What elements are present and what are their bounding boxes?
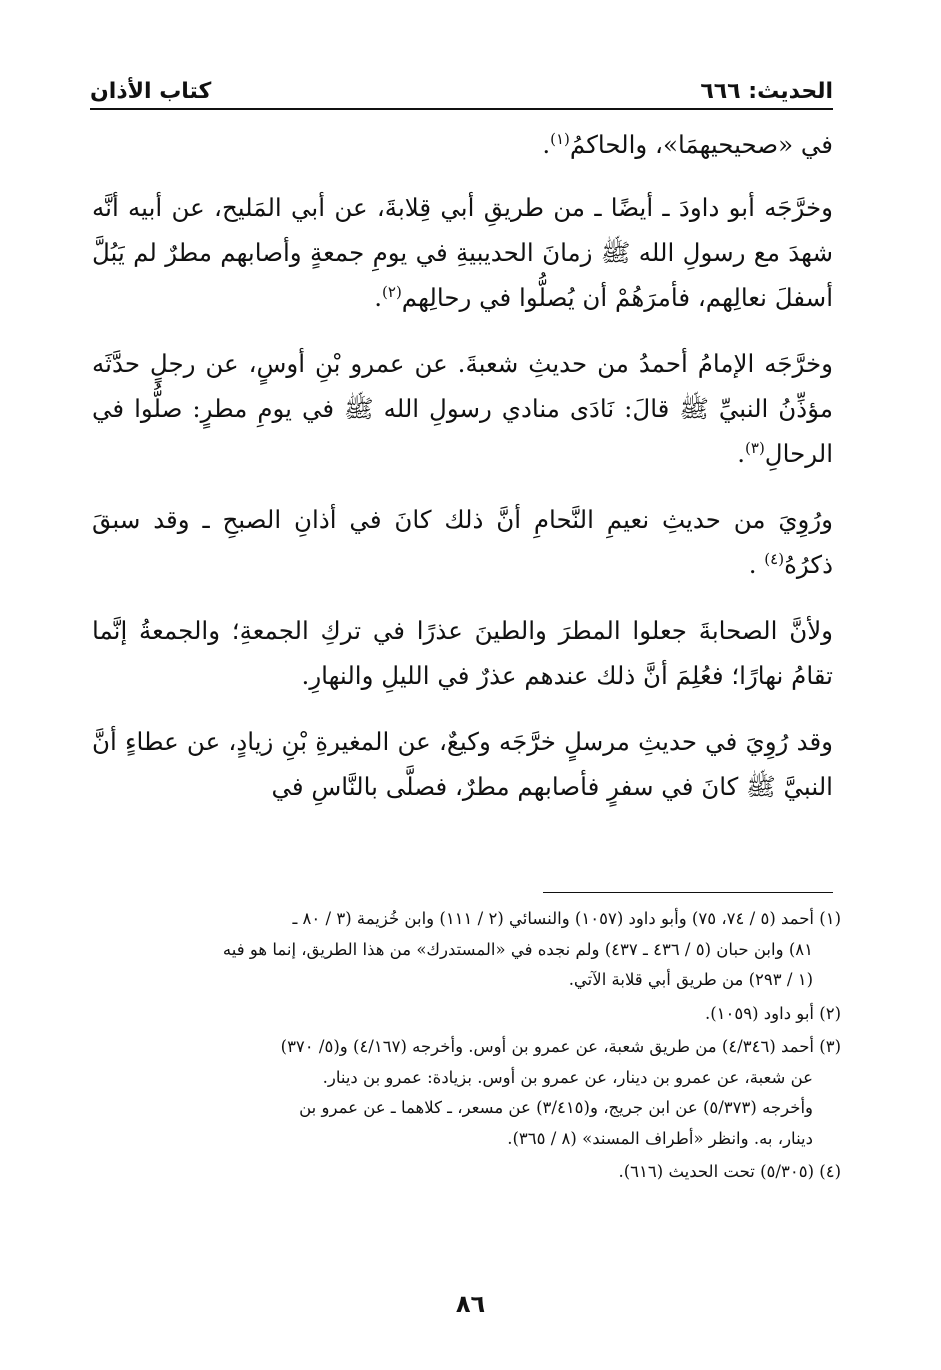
page-number: ٨٦ (455, 1290, 486, 1318)
footnote-ref-2: (٢) (382, 282, 402, 301)
footnote-1 (90, 904, 841, 996)
paragraph-5: ولأنَّ الصحابةَ جعلوا المطرَ والطينَ عذرًا في تركِ الجمعةِ؛ والجمعةُ إنَّما تقامُ نهارًا؛ فعُلِمَ أنَّ ذلك عندهم عذرٌ في الليلِ والنهارِ. (92, 616, 833, 690)
footnote-3-line-1: (٣) أحمد (٤/٣٤٦) من طريق شعبة، عن عمرو بن أوس. وأخرجه (٤/١٦٧) و(٥/ ٣٧٠) (280, 1037, 841, 1056)
footnote-2-line-1: (٢) أبو داود (١٠٥٩). (704, 1003, 841, 1023)
footnote-1-line-2: ٨١) وابن حبان (٥ / ٤٣٦ ـ ٤٣٧) ولم نجده في «المستدرك» من هذا الطريق، إنما هو فيه (222, 939, 813, 959)
paragraph-3 (92, 341, 833, 476)
footnotes (90, 904, 841, 1191)
running-header (90, 68, 833, 104)
paragraph-1 (92, 122, 833, 167)
paragraph-6: وقد رُوِيَ في حديثِ مرسلٍ خرَّجَه وكيعٌ، عن المغيرةِ بْنِ زيادٍ، عن عطاءٍ أنَّ النبيَّ ﷺ كانَ في سفرٍ فأصابهم مطرٌ، فصلَّى بالنَّاسِ في (92, 727, 833, 801)
paragraph-4 (92, 497, 833, 587)
footnote-3-line-4: دينار، به. وانظر «أطراف المسند» (٨ / ٣٦٥). (507, 1128, 813, 1148)
footnote-ref-3: (٣) (745, 438, 765, 457)
header-rule (90, 108, 833, 110)
paragraph-2-text: وخرَّجَه أبو داودَ ـ أيضًا ـ من طريقِ أبي قِلابةَ، عن أبي المَليح، عن أبيه أنَّه شهدَ مع رسولِ الله ﷺ زمانَ الحديبيةِ في يومِ جمعةٍ وأصابهم مطرٌ لم يَبُلَّ أسفلَ نعالِهم، فأمرَهُمْ أن يُصلُّوا في رحالِهم (92, 193, 833, 312)
paragraph-2-end: . (374, 283, 383, 312)
paragraph-3-end: . (737, 439, 746, 468)
footnote-3-line-3: وأخرجه (٥/٣٧٣) عن ابن جريج، و(٣/٤١٥) عن مسعر، ـ كلاهما ـ عن عمرو بن (299, 1098, 813, 1117)
paragraph-4-text: ورُوِيَ من حديثِ نعيمِ النَّحامِ أنَّ ذلك كانَ في أذانِ الصبحِ ـ وقد سبقَ ذكرُهُ (92, 505, 833, 579)
footnote-4 (90, 1157, 841, 1188)
footnote-4-line-1: (٤) (٥/٣٠٥) تحت الحديث (٦١٦). (618, 1162, 841, 1181)
footnote-3-line-2: عن شعبة، عن عمرو بن دينار، عن عمرو بن أوس. بزيادة: عمرو بن دينار. (322, 1067, 813, 1087)
paragraph-4-end: . (748, 550, 765, 579)
footnote-3 (90, 1032, 841, 1154)
header-hadith-number: الحديث: ٦٦٦ (700, 79, 833, 104)
footnote-2 (90, 999, 841, 1030)
paragraph-1-end: . (542, 130, 551, 159)
footnote-ref-4: (٤) (764, 549, 785, 568)
footnote-separator (543, 892, 833, 893)
footnote-1-line-3: (١ / ٢٩٣) من طريق أبي قلابة الآتي. (568, 970, 813, 989)
header-book-title: كتاب الأذان (90, 79, 212, 104)
paragraph-2 (92, 185, 833, 320)
paragraph-3-text: وخرَّجَه الإمامُ أحمدُ من حديثِ شعبةَ. عن عمرو بْنِ أوسٍ، عن رجلٍ حدَّثَه مؤذِّنُ النبيِّ ﷺ قالَ: نَادَى منادي رسولِ الله ﷺ في يومِ مطرٍ: صلُّوا في الرحالِ (92, 349, 833, 468)
footnote-1-line-1: (١) أحمد (٥ / ٧٤، ٧٥) وأبو داود (١٠٥٧) والنسائي (٢ / ١١١) وابن خُزيمة (٣ / ٨٠ ـ (292, 909, 841, 928)
footnote-ref-1: (١) (550, 129, 570, 148)
main-text (92, 122, 833, 830)
paragraph-1-text: في «صحيحيهمَا»، والحاكمُ (569, 130, 833, 159)
